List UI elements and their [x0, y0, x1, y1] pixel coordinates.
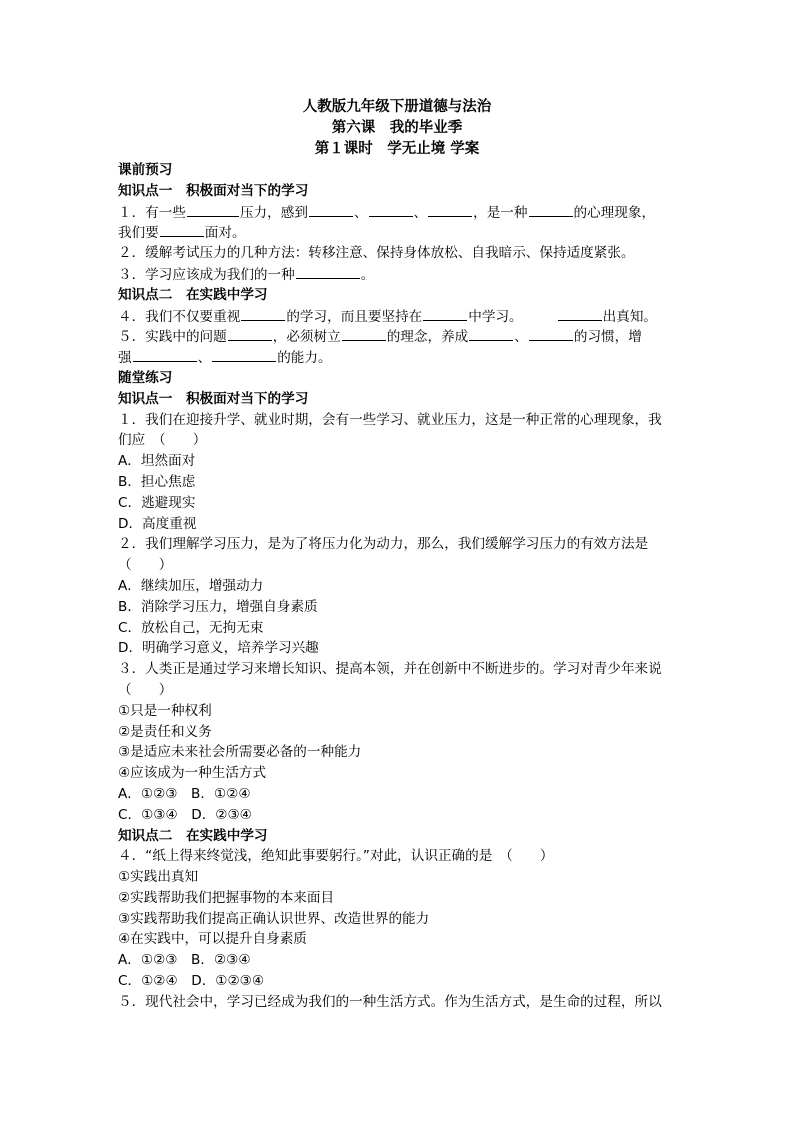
statement-item: ③是适应未来社会所需要必备的一种能力	[118, 744, 362, 761]
practice-question-2-cont: （ ）	[118, 557, 173, 574]
knowledge-point-heading: 知识点一 积极面对当下的学习	[118, 182, 309, 199]
section-heading-practice: 随堂练习	[118, 369, 173, 386]
preview-question-5: ５．实践中的问题 ，必须树立 的理念，养成 、 的习惯，增	[118, 326, 680, 347]
statement-item: ②是责任和义务	[118, 723, 212, 740]
answer-option[interactable]: B．担心焦虑	[118, 473, 196, 490]
fill-blank[interactable]	[529, 202, 573, 217]
statement-item: ④应该成为一种生活方式	[118, 765, 267, 782]
fill-blank[interactable]	[296, 264, 360, 279]
practice-question-3-cont: （ ）	[118, 681, 173, 698]
statement-item: ②实践帮助我们把握事物的本来面目	[118, 889, 335, 906]
knowledge-point-heading: 知识点二 在实践中学习	[118, 286, 268, 303]
practice-question-5: ５．现代社会中，学习已经成为我们的一种生活方式。作为生活方式，是生命的过程，所以	[118, 993, 662, 1010]
fill-blank[interactable]	[160, 222, 204, 237]
knowledge-point-heading: 知识点一 积极面对当下的学习	[118, 390, 309, 407]
knowledge-point-heading: 知识点二 在实践中学习	[118, 827, 268, 844]
preview-question-1-cont: 我们要 面对。	[118, 222, 680, 243]
fill-blank[interactable]	[469, 326, 513, 341]
answer-option[interactable]: A．继续加压，增强动力	[118, 577, 264, 594]
title-block	[0, 97, 794, 160]
answer-option[interactable]: C．逃避现实	[118, 494, 196, 511]
practice-question-4: ４．“纸上得来终觉浅，绝知此事要躬行。”对此，认识正确的是 （ ）	[118, 848, 554, 865]
document-body	[118, 160, 680, 1013]
fill-blank[interactable]	[133, 347, 197, 362]
period-title: 第１课时 学无止境 学案	[314, 141, 480, 157]
fill-blank[interactable]	[369, 202, 413, 217]
preview-question-4: ４．我们不仅要重视 的学习，而且要坚持在 中学习。 出真知。	[118, 306, 680, 327]
statement-item: ④在实践中，可以提升自身素质	[118, 931, 307, 948]
preview-question-5-cont: 强 、 的能力。	[118, 347, 680, 368]
answer-option[interactable]: C．放松自己，无拘无束	[118, 619, 264, 636]
answer-options-row[interactable]: A．①②③ B．①②④	[118, 785, 251, 802]
statement-item: ①实践出真知	[118, 869, 199, 886]
preview-question-2: ２．缓解考试压力的几种方法：转移注意、保持身体放松、自我暗示、保持适度紧张。	[118, 245, 635, 262]
practice-question-1: １．我们在迎接升学、就业时期，会有一些学习、就业压力，这是一种正常的心理现象，我	[118, 411, 662, 428]
practice-question-2: ２．我们理解学习压力，是为了将压力化为动力，那么，我们缓解学习压力的有效方法是	[118, 536, 649, 553]
fill-blank[interactable]	[558, 306, 602, 321]
lesson-title: 第六课 我的毕业季	[331, 120, 463, 136]
statement-item: ①只是一种权利	[118, 702, 212, 719]
fill-blank[interactable]	[228, 326, 272, 341]
fill-blank[interactable]	[212, 347, 276, 362]
answer-option[interactable]: B．消除学习压力，增强自身素质	[118, 598, 318, 615]
practice-question-1-cont: 们应 （ ）	[118, 432, 207, 449]
practice-question-3: ３．人类正是通过学习来增长知识、提高本领，并在创新中不断进步的。学习对青少年来说	[118, 661, 662, 678]
statement-item: ③实践帮助我们提高正确认识世界、改造世界的能力	[118, 910, 430, 927]
answer-option[interactable]: D．明确学习意义，培养学习兴趣	[118, 640, 319, 657]
preview-question-3: ３．学习应该成为我们的一种 。	[118, 264, 680, 285]
fill-blank[interactable]	[529, 326, 573, 341]
answer-option[interactable]: D．高度重视	[118, 515, 197, 532]
answer-option[interactable]: A．坦然面对	[118, 453, 196, 470]
answer-options-row[interactable]: C．①③④ D．②③④	[118, 806, 252, 823]
fill-blank[interactable]	[423, 306, 467, 321]
fill-blank[interactable]	[428, 202, 472, 217]
fill-blank[interactable]	[342, 326, 386, 341]
preview-question-1: １．有一些 压力，感到 、 、 ，是一种 的心理现象，	[118, 202, 680, 223]
fill-blank[interactable]	[187, 202, 239, 217]
fill-blank[interactable]	[309, 202, 353, 217]
fill-blank[interactable]	[241, 306, 285, 321]
doc-title: 人教版九年级下册道德与法治	[302, 99, 492, 115]
section-heading-preview: 课前预习	[118, 162, 173, 178]
answer-options-row[interactable]: C．①②④ D．①②③④	[118, 973, 265, 990]
answer-options-row[interactable]: A．①②③ B．②③④	[118, 952, 251, 969]
